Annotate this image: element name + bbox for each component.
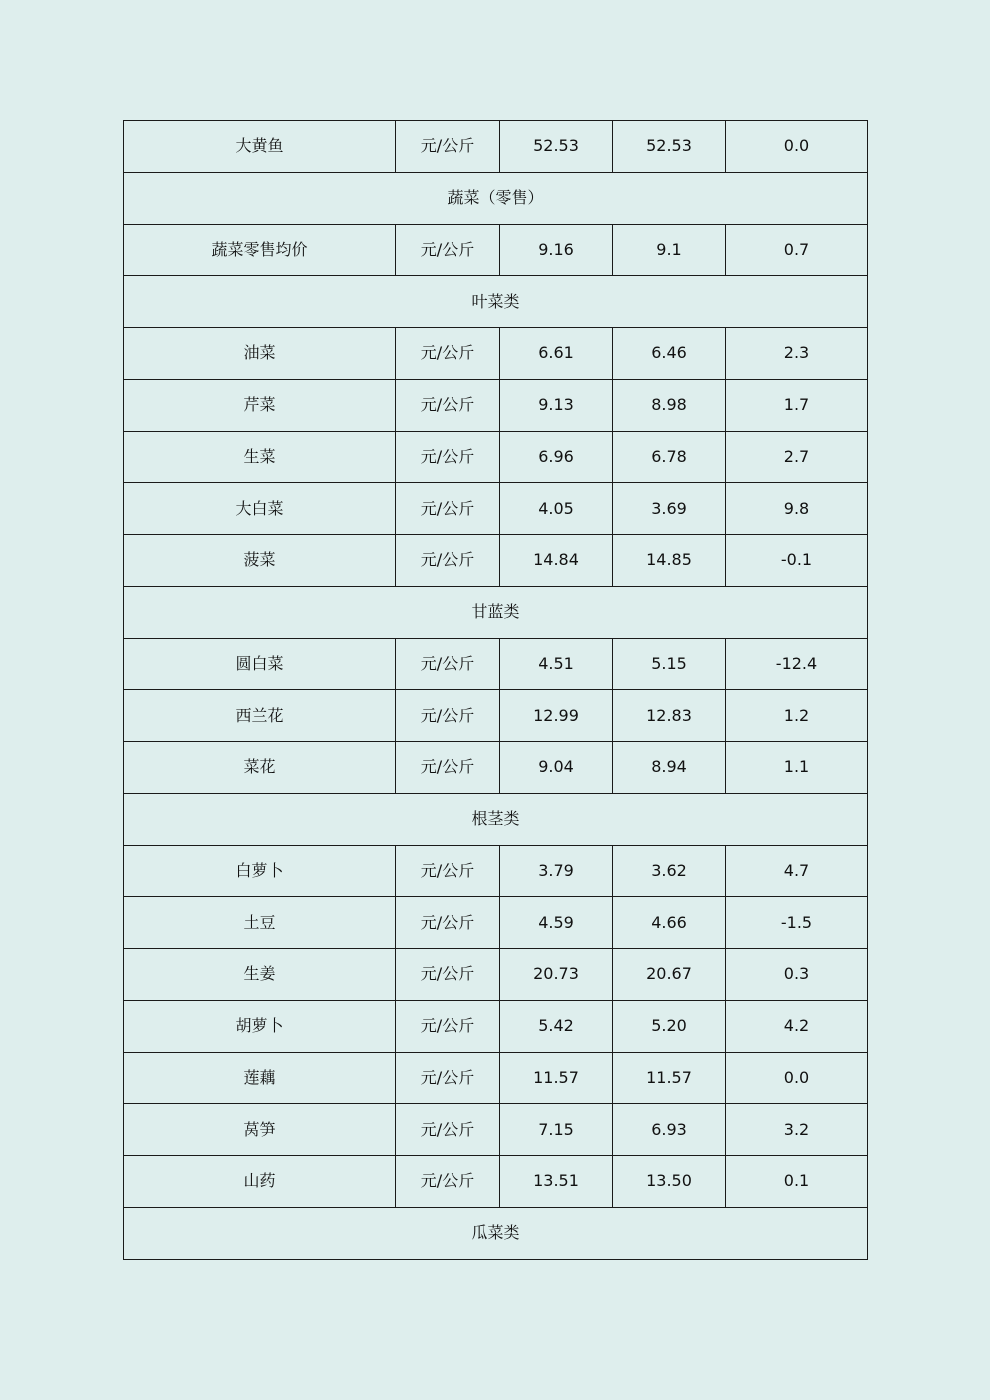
previous-price-cell: 9.1 [613,224,726,276]
change-percent-cell: 0.0 [726,1052,868,1104]
unit-cell: 元/公斤 [396,535,500,587]
unit-cell: 元/公斤 [396,949,500,1001]
previous-price-cell: 6.46 [613,328,726,380]
current-price-cell: 5.42 [500,1000,613,1052]
current-price-cell: 4.59 [500,897,613,949]
category-label: 根茎类 [124,793,868,845]
change-percent-cell: 0.1 [726,1156,868,1208]
item-name-cell: 圆白菜 [124,638,396,690]
current-price-cell: 6.61 [500,328,613,380]
current-price-cell: 9.04 [500,742,613,794]
current-price-cell: 11.57 [500,1052,613,1104]
current-price-cell: 13.51 [500,1156,613,1208]
change-percent-cell: 1.1 [726,742,868,794]
unit-cell: 元/公斤 [396,1000,500,1052]
unit-cell: 元/公斤 [396,379,500,431]
table-row [124,224,868,276]
category-row [124,1207,868,1259]
previous-price-cell: 12.83 [613,690,726,742]
change-percent-cell: 3.2 [726,1104,868,1156]
item-name-cell: 菜花 [124,742,396,794]
item-name-cell: 莲藕 [124,1052,396,1104]
table-row [124,949,868,1001]
unit-cell: 元/公斤 [396,690,500,742]
current-price-cell: 6.96 [500,431,613,483]
change-percent-cell: 0.7 [726,224,868,276]
unit-cell: 元/公斤 [396,1104,500,1156]
current-price-cell: 9.13 [500,379,613,431]
previous-price-cell: 8.94 [613,742,726,794]
current-price-cell: 14.84 [500,535,613,587]
previous-price-cell: 52.53 [613,121,726,173]
unit-cell: 元/公斤 [396,224,500,276]
item-name-cell: 西兰花 [124,690,396,742]
unit-cell: 元/公斤 [396,845,500,897]
previous-price-cell: 4.66 [613,897,726,949]
change-percent-cell: 1.7 [726,379,868,431]
table-row [124,690,868,742]
item-name-cell: 土豆 [124,897,396,949]
table-row [124,1104,868,1156]
item-name-cell: 莴笋 [124,1104,396,1156]
item-name-cell: 油菜 [124,328,396,380]
table-row [124,845,868,897]
table-row [124,1052,868,1104]
table-row [124,431,868,483]
unit-cell: 元/公斤 [396,483,500,535]
previous-price-cell: 20.67 [613,949,726,1001]
category-row [124,172,868,224]
category-row [124,793,868,845]
change-percent-cell: 2.7 [726,431,868,483]
current-price-cell: 12.99 [500,690,613,742]
previous-price-cell: 3.69 [613,483,726,535]
change-percent-cell: -1.5 [726,897,868,949]
unit-cell: 元/公斤 [396,1156,500,1208]
previous-price-cell: 13.50 [613,1156,726,1208]
item-name-cell: 生菜 [124,431,396,483]
table-row [124,638,868,690]
unit-cell: 元/公斤 [396,742,500,794]
item-name-cell: 蔬菜零售均价 [124,224,396,276]
change-percent-cell: 2.3 [726,328,868,380]
unit-cell: 元/公斤 [396,328,500,380]
price-table [123,120,868,1260]
change-percent-cell: -0.1 [726,535,868,587]
item-name-cell: 大白菜 [124,483,396,535]
table-row [124,742,868,794]
previous-price-cell: 3.62 [613,845,726,897]
table-row [124,1156,868,1208]
current-price-cell: 7.15 [500,1104,613,1156]
item-name-cell: 胡萝卜 [124,1000,396,1052]
previous-price-cell: 8.98 [613,379,726,431]
category-row [124,586,868,638]
current-price-cell: 52.53 [500,121,613,173]
previous-price-cell: 5.15 [613,638,726,690]
previous-price-cell: 5.20 [613,1000,726,1052]
change-percent-cell: 0.0 [726,121,868,173]
previous-price-cell: 14.85 [613,535,726,587]
table-row [124,535,868,587]
unit-cell: 元/公斤 [396,431,500,483]
item-name-cell: 菠菜 [124,535,396,587]
table-row [124,1000,868,1052]
current-price-cell: 20.73 [500,949,613,1001]
table-row [124,379,868,431]
item-name-cell: 山药 [124,1156,396,1208]
current-price-cell: 4.05 [500,483,613,535]
previous-price-cell: 11.57 [613,1052,726,1104]
table-row [124,897,868,949]
previous-price-cell: 6.93 [613,1104,726,1156]
change-percent-cell: 4.2 [726,1000,868,1052]
change-percent-cell: -12.4 [726,638,868,690]
category-label: 甘蓝类 [124,586,868,638]
unit-cell: 元/公斤 [396,897,500,949]
table-row [124,483,868,535]
table-row [124,121,868,173]
item-name-cell: 大黄鱼 [124,121,396,173]
category-label: 叶菜类 [124,276,868,328]
category-label: 瓜菜类 [124,1207,868,1259]
current-price-cell: 9.16 [500,224,613,276]
change-percent-cell: 1.2 [726,690,868,742]
item-name-cell: 白萝卜 [124,845,396,897]
change-percent-cell: 9.8 [726,483,868,535]
item-name-cell: 生姜 [124,949,396,1001]
change-percent-cell: 0.3 [726,949,868,1001]
category-row [124,276,868,328]
previous-price-cell: 6.78 [613,431,726,483]
category-label: 蔬菜（零售） [124,172,868,224]
current-price-cell: 4.51 [500,638,613,690]
unit-cell: 元/公斤 [396,638,500,690]
unit-cell: 元/公斤 [396,1052,500,1104]
unit-cell: 元/公斤 [396,121,500,173]
current-price-cell: 3.79 [500,845,613,897]
table-row [124,328,868,380]
price-table-body [124,121,868,1260]
change-percent-cell: 4.7 [726,845,868,897]
item-name-cell: 芹菜 [124,379,396,431]
